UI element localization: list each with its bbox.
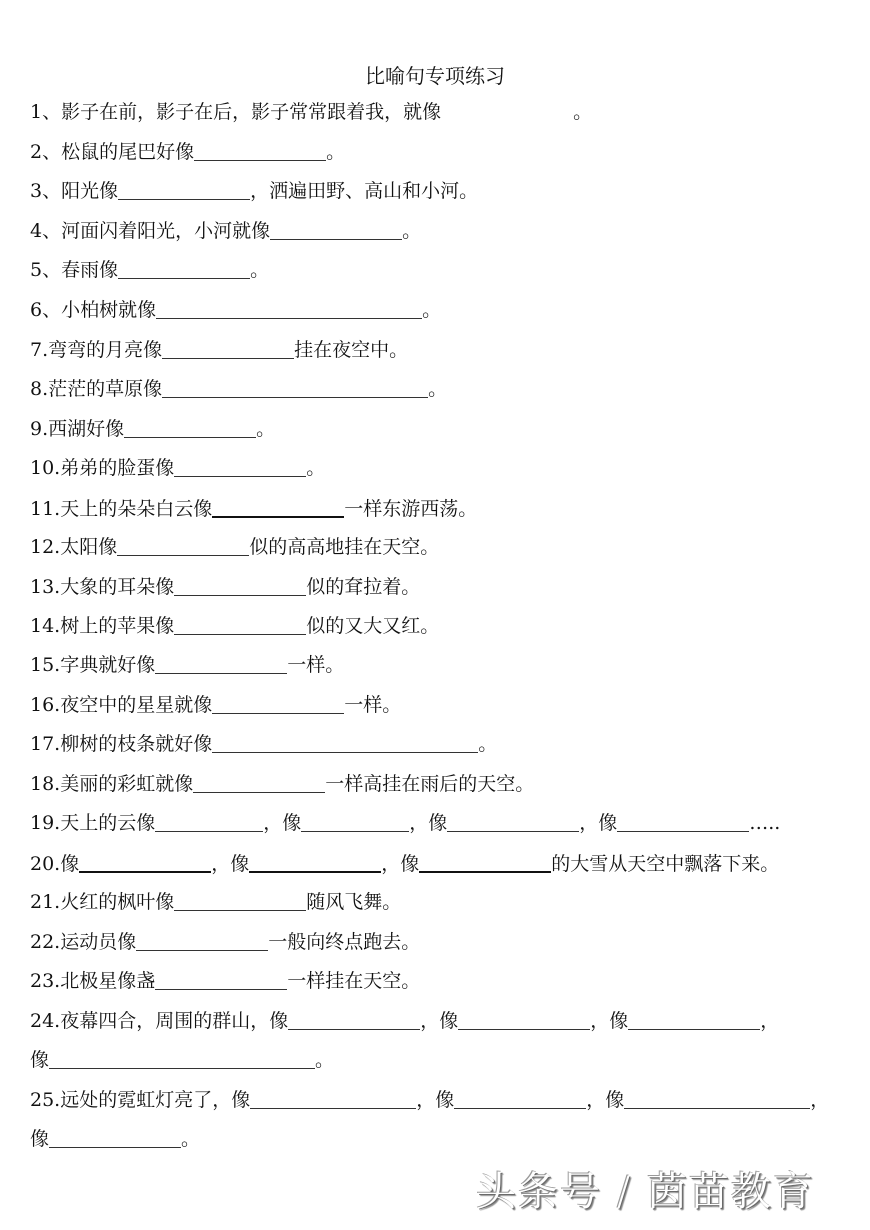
exercise-text: 3、阳光像	[30, 180, 119, 202]
exercise-text: 7.弯弯的月亮像	[30, 339, 163, 361]
answer-blank[interactable]	[162, 375, 428, 398]
answer-blank[interactable]	[118, 256, 250, 279]
exercise-text: 8.茫茫的草原像	[30, 378, 163, 400]
exercise-text: ，像	[420, 1010, 459, 1032]
exercise-text: ，像	[579, 812, 618, 834]
exercise-line	[30, 967, 420, 995]
exercise-text: 。	[315, 1049, 335, 1071]
answer-blank[interactable]	[194, 138, 326, 161]
exercise-text: 似的又大又红。	[306, 615, 440, 637]
answer-blank[interactable]	[155, 967, 287, 990]
exercise-text: 。	[402, 220, 422, 242]
exercise-text: 。	[256, 418, 276, 440]
exercise-line	[30, 651, 344, 679]
answer-blank[interactable]	[212, 730, 478, 753]
answer-blank[interactable]	[49, 1046, 315, 1069]
answer-blank[interactable]	[458, 1007, 590, 1030]
answer-blank[interactable]	[155, 651, 287, 674]
exercise-line	[30, 573, 420, 601]
exercise-text: 5、春雨像	[30, 259, 119, 281]
answer-blank[interactable]	[174, 573, 306, 596]
exercise-text: ，像	[211, 853, 250, 875]
exercise-text: 。	[326, 141, 346, 163]
exercise-line	[30, 375, 447, 403]
answer-blank[interactable]	[156, 296, 422, 319]
exercise-text: 9.西湖好像	[30, 418, 125, 440]
exercise-text: 21.火红的枫叶像	[30, 891, 175, 913]
exercise-line	[30, 533, 439, 561]
answer-blank[interactable]	[270, 217, 402, 240]
exercise-text: 4、河面闪着阳光，小河就像	[30, 220, 271, 242]
exercise-line	[30, 809, 780, 837]
answer-blank[interactable]	[212, 691, 344, 714]
worksheet-title: 比喻句专项练习	[365, 64, 505, 88]
exercise-line	[30, 454, 325, 482]
answer-blank[interactable]	[162, 336, 294, 359]
exercise-line	[30, 1046, 334, 1074]
answer-blank[interactable]	[174, 454, 306, 477]
exercise-text: ，像	[381, 853, 420, 875]
answer-blank[interactable]	[155, 809, 263, 832]
answer-blank[interactable]	[124, 415, 256, 438]
exercise-text: ，像	[586, 1089, 625, 1111]
exercise-text: 25.远处的霓虹灯亮了，像	[30, 1089, 251, 1111]
answer-blank[interactable]	[193, 770, 325, 793]
exercise-line	[30, 770, 534, 798]
answer-blank[interactable]	[454, 1086, 586, 1109]
answer-blank[interactable]	[117, 533, 249, 556]
exercise-text: 。	[422, 299, 442, 321]
exercise-text: 15.字典就好像	[30, 654, 156, 676]
answer-blank[interactable]	[617, 809, 749, 832]
exercise-text: 像	[30, 1128, 50, 1150]
exercise-text: 14.树上的苹果像	[30, 615, 175, 637]
exercise-text: 一样。	[287, 654, 345, 676]
answer-blank[interactable]	[118, 177, 250, 200]
exercise-line	[30, 415, 275, 443]
exercise-text: 20.像	[30, 853, 80, 875]
exercise-text: 一样挂在天空。	[287, 970, 421, 992]
exercise-line	[30, 888, 401, 916]
answer-blank[interactable]	[79, 849, 211, 873]
exercise-text: 一般向终点跑去。	[268, 931, 421, 953]
answer-blank[interactable]	[49, 1125, 181, 1148]
exercise-text: …..	[749, 812, 781, 834]
answer-blank[interactable]	[628, 1007, 760, 1030]
exercise-text: 似的耷拉着。	[306, 576, 421, 598]
exercise-line	[30, 296, 441, 324]
exercise-text: 19.天上的云像	[30, 812, 156, 834]
exercise-text: 一样。	[344, 694, 402, 716]
answer-blank[interactable]	[174, 612, 306, 635]
answer-blank[interactable]	[174, 888, 306, 911]
answer-blank[interactable]	[288, 1007, 420, 1030]
exercise-text: 一样东游西荡。	[344, 498, 478, 520]
exercise-text: ，像	[409, 812, 448, 834]
exercise-text: 挂在夜空中。	[294, 339, 409, 361]
exercise-line	[30, 928, 420, 956]
answer-blank[interactable]	[249, 849, 381, 873]
exercise-text: 2、松鼠的尾巴好像	[30, 141, 195, 163]
exercise-text: 。	[181, 1128, 201, 1150]
exercise-line	[30, 730, 497, 758]
exercise-text: ，洒遍田野、高山和小河。	[250, 180, 479, 202]
exercise-text: 的大雪从天空中飘落下来。	[551, 853, 780, 875]
exercise-text: 随风飞舞。	[306, 891, 402, 913]
exercise-text: 。	[428, 378, 448, 400]
answer-blank[interactable]	[301, 809, 409, 832]
exercise-text: 像	[30, 1049, 50, 1071]
exercise-line	[30, 177, 478, 205]
exercise-text: 24.夜幕四合，周围的群山，像	[30, 1010, 289, 1032]
exercise-text: 16.夜空中的星星就像	[30, 694, 213, 716]
exercise-text: ，	[810, 1089, 830, 1111]
exercise-text: 23.北极星像盏	[30, 970, 156, 992]
exercise-line	[30, 1086, 829, 1114]
exercise-text: 18.美丽的彩虹就像	[30, 773, 194, 795]
exercise-line	[30, 849, 779, 877]
watermark: 头条号 / 茵苗教育	[476, 1169, 815, 1215]
exercise-text: 10.弟弟的脸蛋像	[30, 457, 175, 479]
exercise-line	[30, 336, 408, 364]
answer-blank[interactable]	[212, 494, 344, 518]
answer-blank[interactable]	[250, 1086, 416, 1109]
exercise-text: 6、小柏树就像	[30, 299, 157, 321]
exercise-text: 。	[573, 101, 593, 123]
exercise-line	[30, 494, 477, 522]
exercise-text: 12.太阳像	[30, 536, 118, 558]
answer-blank[interactable]	[624, 1086, 810, 1109]
exercise-text: 。	[250, 259, 270, 281]
exercise-line	[30, 256, 269, 284]
exercise-line	[30, 98, 592, 126]
answer-blank[interactable]	[441, 99, 573, 121]
exercise-line	[30, 691, 401, 719]
exercise-text: 22.运动员像	[30, 931, 137, 953]
exercise-line	[30, 1125, 200, 1153]
exercise-text: ，像	[263, 812, 302, 834]
exercise-line	[30, 1007, 779, 1035]
exercise-text: 。	[478, 733, 498, 755]
exercise-line	[30, 612, 439, 640]
exercise-line	[30, 217, 421, 245]
exercise-text: 13.大象的耳朵像	[30, 576, 175, 598]
answer-blank[interactable]	[136, 928, 268, 951]
answer-blank[interactable]	[419, 849, 551, 873]
exercise-text: 。	[306, 457, 326, 479]
exercise-line	[30, 138, 345, 166]
answer-blank[interactable]	[447, 809, 579, 832]
exercise-text: 似的高高地挂在天空。	[249, 536, 440, 558]
exercise-text: 一样高挂在雨后的天空。	[325, 773, 535, 795]
exercise-text: 17.柳树的枝条就好像	[30, 733, 213, 755]
exercise-text: ，	[760, 1010, 780, 1032]
exercise-text: 11.天上的朵朵白云像	[30, 498, 213, 520]
exercise-text: 1、影子在前，影子在后，影子常常跟着我，就像	[30, 101, 442, 123]
exercise-text: ，像	[590, 1010, 629, 1032]
exercise-text: ，像	[416, 1089, 455, 1111]
